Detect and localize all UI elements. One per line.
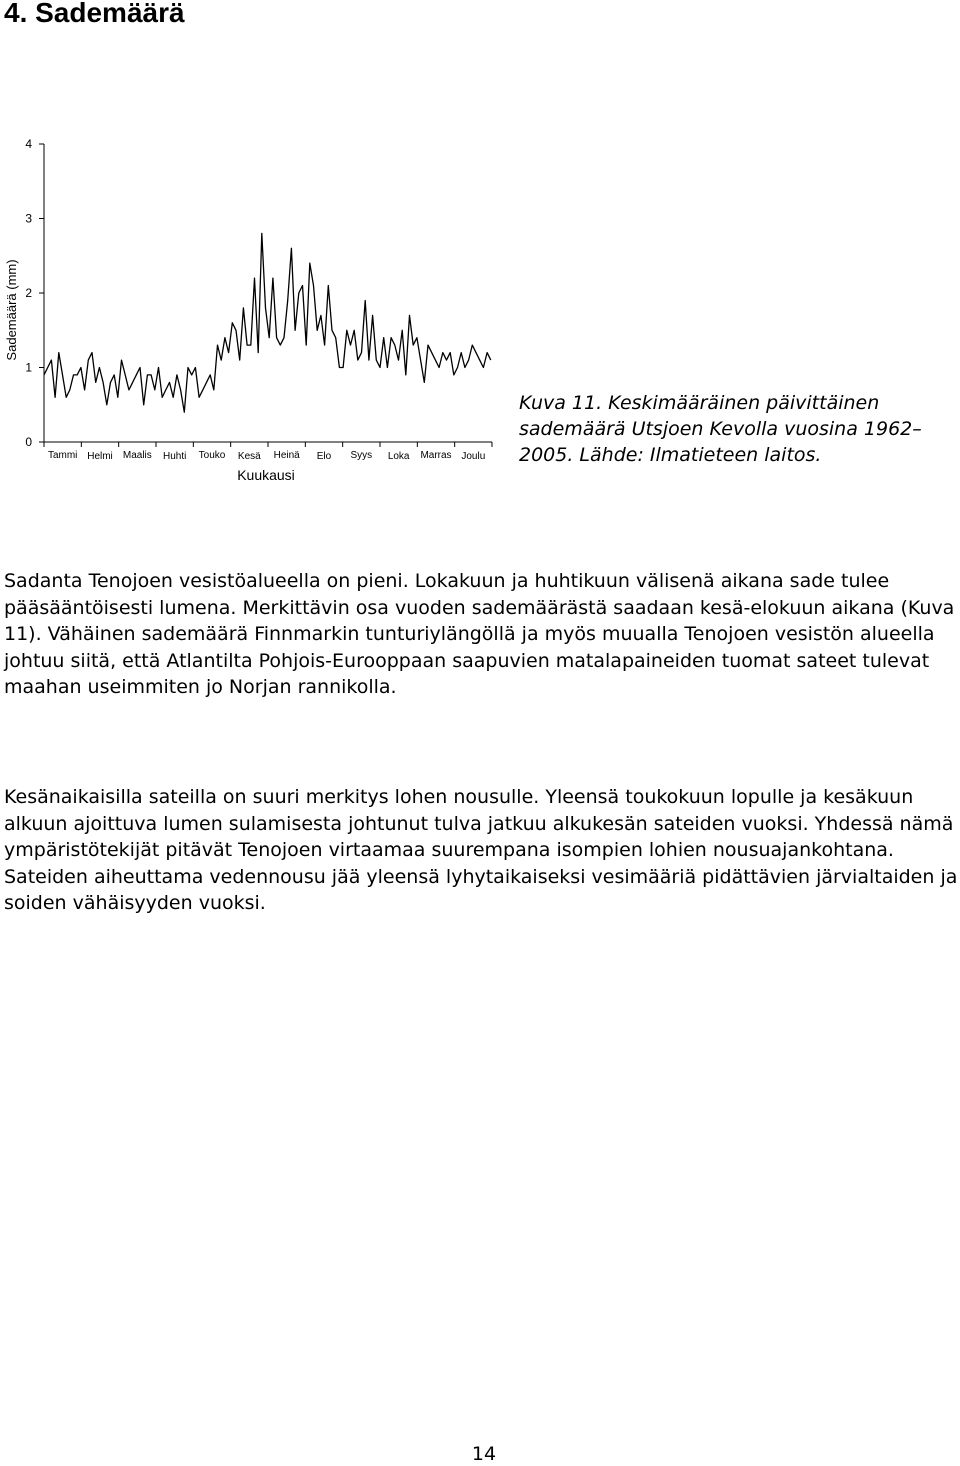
precipitation-chart: [0, 130, 500, 490]
x-tick-label: Syys: [350, 450, 373, 461]
x-tick-label: Elo: [316, 451, 332, 462]
x-tick-label: Tammi: [47, 450, 78, 461]
x-tick-label: Kesä: [237, 451, 261, 462]
x-tick-label: Helmi: [87, 451, 113, 462]
x-tick-label: Heinä: [273, 450, 300, 461]
x-tick-label: Touko: [198, 450, 226, 461]
chart-svg: [0, 130, 500, 490]
x-axis-label: Kuukausi: [237, 467, 295, 483]
y-tick-label: 2: [25, 286, 32, 300]
y-tick-label: 3: [25, 211, 32, 226]
x-tick-label: Huhti: [162, 451, 187, 462]
paragraph-2: Kesänaikaisilla sateilla on suuri merkitys lohen nousulle. Yleensä toukokuun lopulle ja kesäkuun alkuun ajoittuva lumen sulamisesta johtunut tulva jatkuu alkukesän sateiden vuoksi. Yhdessä nämä ympäristötekijät pitävät Tenojoen virtaamaa suurempana isompien lohien nousuajankohtana. Sateiden aiheuttama vedennousu jää yleensä lyhytaikaiseksi vesimääriä pidättävien järvialtaiden ja soiden vähäisyyden vuoksi.: [4, 786, 958, 915]
y-tick-label: 0: [25, 435, 32, 449]
section-heading: 4. Sademäärä: [4, 0, 185, 28]
figure-caption: Kuva 11. Keskimääräinen päivittäinen sademäärä Utsjoen Kevolla vuosina 1962–2005. Lähde: Ilmatieteen laitos.: [519, 392, 922, 466]
x-tick-label: Joulu: [461, 451, 486, 462]
precipitation-series-line: [44, 233, 491, 412]
y-tick-label: 4: [25, 137, 32, 151]
x-tick-label: Marras: [420, 450, 452, 461]
x-tick-label: Maalis: [122, 450, 152, 461]
y-axis-label: Sademäärä (mm): [4, 259, 19, 361]
page-number: 14: [471, 1443, 497, 1465]
y-tick-label: 1: [25, 360, 32, 375]
x-tick-label: Loka: [387, 451, 410, 462]
paragraph-1: Sadanta Tenojoen vesistöalueella on pieni. Lokakuun ja huhtikuun välisenä aikana sade tulee pääsääntöisesti lumena. Merkittävin osa vuoden sademäärästä saadaan kesä-elokuun aikana (Kuva 11). Vähäinen sademäärä Finnmarkin tunturiylängöllä ja myös muualla Tenojoen vesistön alueella johtuu siitä, että Atlantilta Pohjois-Eurooppaan saapuvien matalapaineiden tuomat sateet tulevat maahan useimmiten jo Norjan rannikolla.: [4, 570, 955, 699]
